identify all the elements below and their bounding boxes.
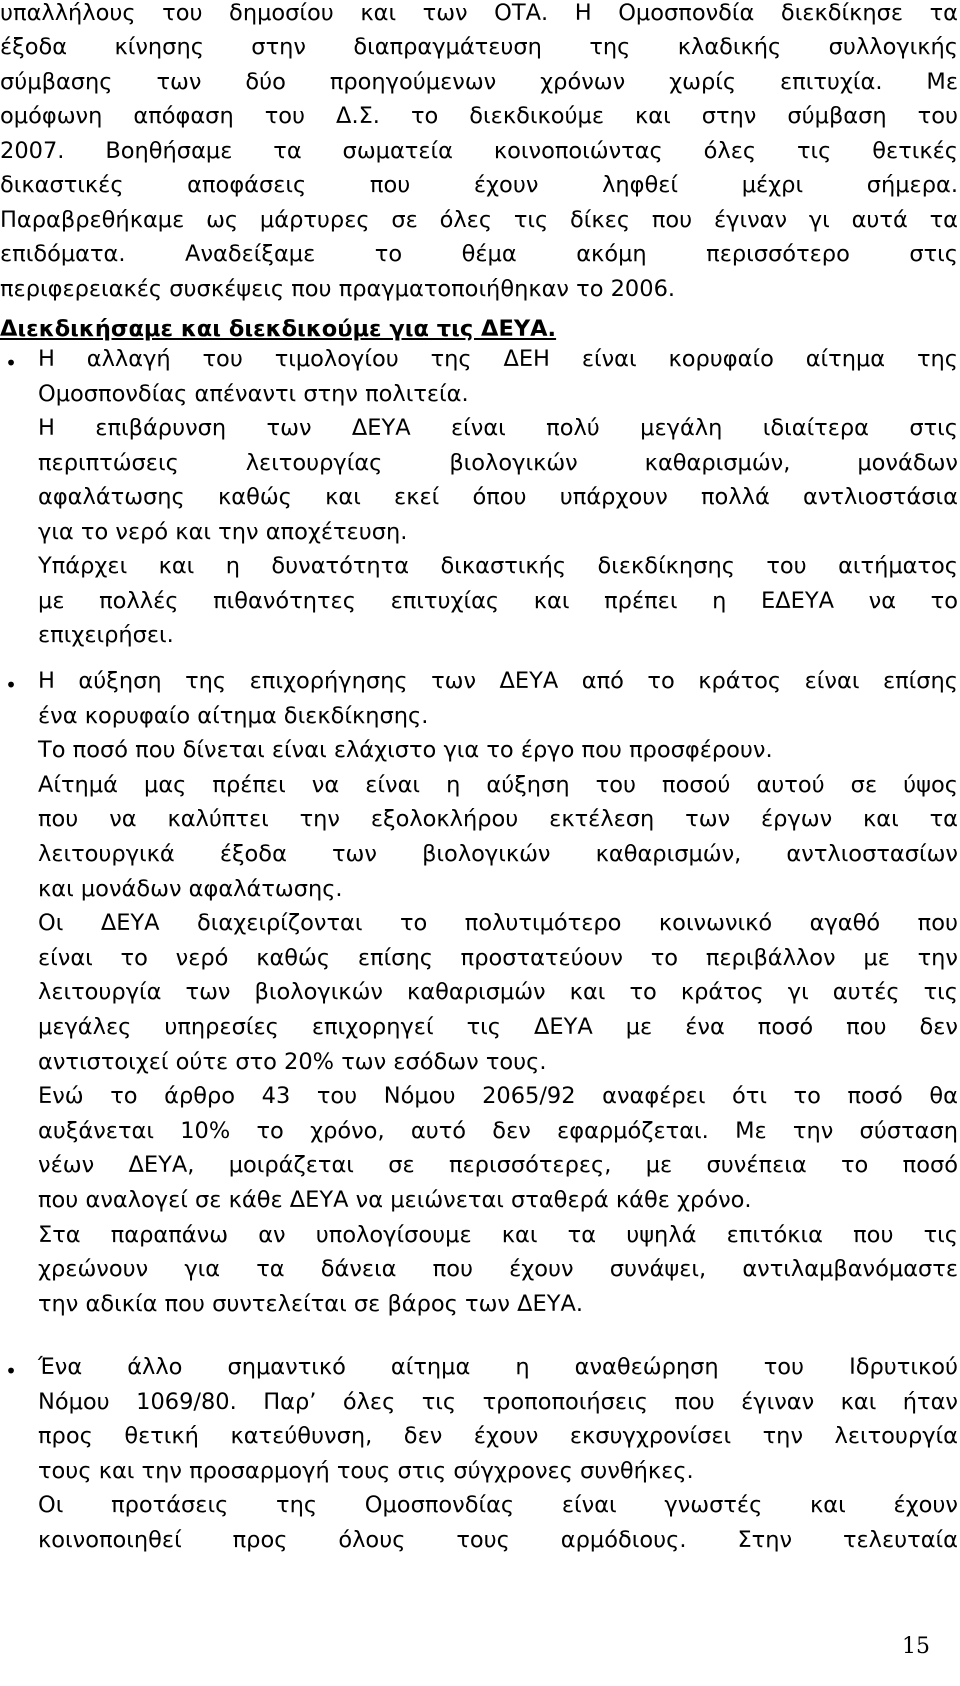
section2-line: λειτουργικά έξοδα των βιολογικών καθαρισμών, αντλιοστασίων: [38, 841, 958, 867]
section3-line: Οι προτάσεις της Ομοσπονδίας είναι γνωστές και έχουν: [38, 1492, 958, 1518]
page-number: 15: [902, 1634, 930, 1659]
section3-line: προς θετική κατεύθυνση, δεν έχουν εκσυγχρονίσει την λειτουργία: [38, 1423, 958, 1449]
intro-line: επιδόματα. Αναδείξαμε το θέμα ακόμη περισσότερο στις: [0, 241, 958, 267]
section2-line: λειτουργία των βιολογικών καθαρισμών και το κράτος γι αυτές τις: [38, 979, 958, 1005]
section-heading: Διεκδικήσαμε και διεκδικούμε για τις ΔΕΥΑ.: [0, 316, 557, 342]
intro-line: περιφερειακές συσκέψεις που πραγματοποιήθηκαν το 2006.: [0, 276, 676, 302]
section3-line: Ένα άλλο σημαντικό αίτημα η αναθεώρηση του Ιδρυτικού: [38, 1354, 958, 1380]
section3-line: Νόμου 1069/80. Παρ’ όλες τις τροποποιήσεις που έγιναν και ήταν: [38, 1389, 958, 1415]
section2-line: χρεώνουν για τα δάνεια που έχουν συνάψει, αντιλαμβανόμαστε: [38, 1256, 958, 1282]
bullet-icon: •: [5, 1359, 17, 1383]
section2-line: ένα κορυφαίο αίτημα διεκδίκησης.: [38, 703, 429, 729]
intro-line: Παραβρεθήκαμε ως μάρτυρες σε όλες τις δίκες που έγιναν γι αυτά τα: [0, 207, 958, 233]
intro-line: δικαστικές αποφάσεις που έχουν ληφθεί μέχρι σήμερα.: [0, 172, 958, 198]
intro-line: έξοδα κίνησης στην διαπραγμάτευση της κλαδικής συλλογικής: [0, 34, 958, 60]
intro-line: σύμβασης των δύο προηγούμενων χρόνων χωρίς επιτυχία. Με: [0, 69, 958, 95]
bullet-icon: •: [5, 351, 17, 375]
section1-line: με πολλές πιθανότητες επιτυχίας και πρέπει η ΕΔΕΥΑ να το: [38, 588, 958, 614]
section2-line: Ενώ το άρθρο 43 του Νόμου 2065/92 αναφέρει ότι το ποσό θα: [38, 1083, 958, 1109]
section2-line: είναι το νερό καθώς επίσης προστατεύουν το περιβάλλον με την: [38, 945, 958, 971]
intro-line: 2007. Βοηθήσαμε τα σωματεία κοινοποιώντας όλες τις θετικές: [0, 138, 958, 164]
section2-line: μεγάλες υπηρεσίες επιχορηγεί τις ΔΕΥΑ με ένα ποσό που δεν: [38, 1014, 958, 1040]
section1-line: Ομοσπονδίας απέναντι στην πολιτεία.: [38, 381, 469, 407]
section2-line: Αίτημά μας πρέπει να είναι η αύξηση του ποσού αυτού σε ύψος: [38, 772, 958, 798]
section1-line: αφαλάτωσης καθώς και εκεί όπου υπάρχουν πολλά αντλιοστάσια: [38, 484, 958, 510]
section1-line: Η επιβάρυνση των ΔΕΥΑ είναι πολύ μεγάλη ιδιαίτερα στις: [38, 415, 958, 441]
section2-line: αντιστοιχεί ούτε στο 20% των εσόδων τους.: [38, 1049, 547, 1075]
bullet-icon: •: [5, 673, 17, 697]
section1-line: Υπάρχει και η δυνατότητα δικαστικής διεκδίκησης του αιτήματος: [38, 553, 958, 579]
section2-line: την αδικία που συντελείται σε βάρος των ΔΕΥΑ.: [38, 1291, 584, 1317]
section2-line: που να καλύπτει την εξολοκλήρου εκτέλεση των έργων και τα: [38, 806, 958, 832]
section2-line: Οι ΔΕΥΑ διαχειρίζονται το πολυτιμότερο κοινωνικό αγαθό που: [38, 910, 958, 936]
section2-line: νέων ΔΕΥΑ, μοιράζεται σε περισσότερες, με συνέπεια το ποσό: [38, 1152, 958, 1178]
section2-line: Στα παραπάνω αν υπολογίσουμε και τα υψηλά επιτόκια που τις: [38, 1222, 958, 1248]
intro-line: υπαλλήλους του δημοσίου και των ΟΤΑ. Η Ομοσπονδία διεκδίκησε τα: [0, 0, 958, 26]
section3-line: τους και την προσαρμογή τους στις σύγχρονες συνθήκες.: [38, 1458, 694, 1484]
section2-line: Η αύξηση της επιχορήγησης των ΔΕΥΑ από το κράτος είναι επίσης: [38, 668, 958, 694]
section2-line: Το ποσό που δίνεται είναι ελάχιστο για το έργο που προσφέρουν.: [38, 737, 773, 763]
section1-line: για το νερό και την αποχέτευση.: [38, 519, 408, 545]
section1-line: Η αλλαγή του τιμολογίου της ΔΕΗ είναι κορυφαίο αίτημα της: [38, 346, 958, 372]
section2-line: που αναλογεί σε κάθε ΔΕΥΑ να μειώνεται σταθερά κάθε χρόνο.: [38, 1187, 752, 1213]
section2-line: αυξάνεται 10% το χρόνο, αυτό δεν εφαρμόζεται. Με την σύσταση: [38, 1118, 958, 1144]
section1-line: περιπτώσεις λειτουργίας βιολογικών καθαρισμών, μονάδων: [38, 450, 958, 476]
section1-line: επιχειρήσει.: [38, 622, 174, 648]
section2-line: και μονάδων αφαλάτωσης.: [38, 876, 343, 902]
intro-line: ομόφωνη απόφαση του Δ.Σ. το διεκδικούμε και στην σύμβαση του: [0, 103, 958, 129]
section3-line: κοινοποιηθεί προς όλους τους αρμόδιους. Στην τελευταία: [38, 1527, 958, 1553]
